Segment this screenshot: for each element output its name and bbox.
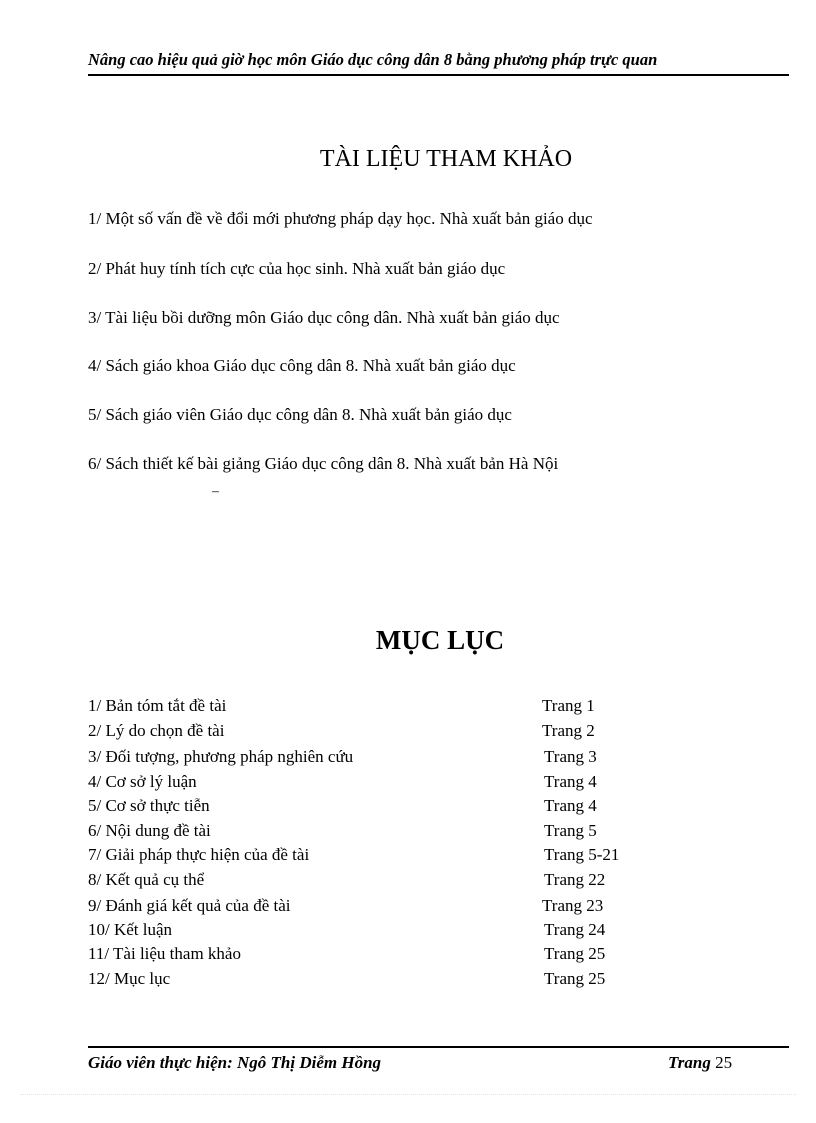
reference-item: 6/ Sách thiết kế bài giảng Giáo dục công dân 8. Nhà xuất bản Hà Nội <box>88 454 559 473</box>
toc-heading: MỤC LỤC <box>375 625 505 655</box>
toc-item-label: 4/ Cơ sở lý luận <box>88 772 197 791</box>
toc-item-page: Trang 25 <box>544 969 606 988</box>
toc-item-label: 9/ Đánh giá kết quả của đề tài <box>88 896 291 915</box>
header-divider <box>88 74 789 76</box>
toc-item-page: Trang 2 <box>542 721 595 740</box>
toc-item-label: 7/ Giải pháp thực hiện của đề tài <box>88 845 310 864</box>
toc-item-label: 5/ Cơ sở thực tiễn <box>88 796 210 815</box>
footer-divider <box>88 1046 789 1048</box>
footer-page-number: 25 <box>715 1053 733 1072</box>
references-heading: TÀI LIỆU THAM KHẢO <box>319 146 573 172</box>
toc-item-page: Trang 5-21 <box>544 845 620 864</box>
footer-teacher: Giáo viên thực hiện: Ngô Thị Diễm Hồng <box>88 1053 382 1072</box>
dash-mark: – <box>212 484 219 499</box>
toc-item-page: Trang 3 <box>544 747 597 766</box>
toc-item-page: Trang 23 <box>542 896 604 915</box>
toc-item-label: 12/ Mục lục <box>88 969 171 988</box>
toc-item-label: 6/ Nội dung đề tài <box>88 821 211 840</box>
toc-item-page: Trang 22 <box>544 870 606 889</box>
toc-item-label: 8/ Kết quả cụ thể <box>88 870 205 889</box>
reference-item: 1/ Một số vấn đề về đổi mới phương pháp dạy học. Nhà xuất bản giáo dục <box>88 209 593 228</box>
toc-item-page: Trang 5 <box>544 821 597 840</box>
toc-item-label: 3/ Đối tượng, phương pháp nghiên cứu <box>88 747 354 766</box>
footer-page <box>668 1053 732 1073</box>
toc-item-label: 11/ Tài liệu tham khảo <box>88 944 241 963</box>
toc-item-page: Trang 25 <box>544 944 606 963</box>
toc-item-label: 2/ Lý do chọn đề tài <box>88 721 225 740</box>
reference-item: 5/ Sách giáo viên Giáo dục công dân 8. Nhà xuất bản giáo dục <box>88 405 512 424</box>
reference-item: 4/ Sách giáo khoa Giáo dục công dân 8. Nhà xuất bản giáo dục <box>88 356 516 375</box>
toc-item-page: Trang 24 <box>544 920 606 939</box>
toc-item-page: Trang 4 <box>544 772 597 791</box>
page-bottom-edge <box>20 1094 796 1095</box>
footer-page-label: Trang <box>668 1053 711 1072</box>
toc-item-page: Trang 4 <box>544 796 597 815</box>
toc-item-page: Trang 1 <box>542 696 595 715</box>
page-header-title: Nâng cao hiệu quả giờ học môn Giáo dục công dân 8 bằng phương pháp trực quan <box>88 50 658 69</box>
reference-item: 3/ Tài liệu bồi dưỡng môn Giáo dục công dân. Nhà xuất bản giáo dục <box>88 308 560 327</box>
reference-item: 2/ Phát huy tính tích cực của học sinh. Nhà xuất bản giáo dục <box>88 259 506 278</box>
toc-item-label: 10/ Kết luận <box>88 920 173 939</box>
toc-item-label: 1/ Bản tóm tắt đề tài <box>88 696 227 715</box>
